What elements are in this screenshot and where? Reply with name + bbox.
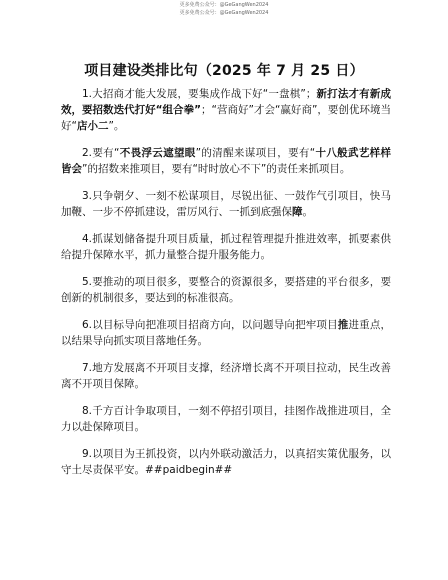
document-body bbox=[61, 86, 391, 489]
paragraph-text: ”的清醒来谋项目，要有“ bbox=[195, 147, 316, 159]
paragraph-8 bbox=[61, 403, 391, 435]
paragraph-text: 9.以项目为王抓投资，以内外联动激活力，以真招实策优服务，以守土尽责保平安。##paidbegin## bbox=[61, 448, 391, 476]
document-title: 项目建设类排比句（2025 年 7 月 25 日） bbox=[84, 63, 364, 79]
header-note: 更多免费公众号：@GeGangWen2024 bbox=[179, 2, 269, 8]
paragraph-text: 1.大招商才能大发展，要集成作战下好“一盘棋”； bbox=[82, 88, 317, 100]
bold-text: 不畏浮云遮望眼 bbox=[119, 147, 196, 159]
paragraph-3 bbox=[61, 188, 391, 220]
paragraph-text: 5.要推动的项目很多，要整合的资源很多，要搭建的平台很多，要创新的机制很多，要达到的标准很高。 bbox=[61, 276, 391, 304]
paragraph-4 bbox=[61, 231, 391, 263]
paragraph-text: 3.只争朝夕、一刻不松谋项目，尽锐出征、一鼓作气引项目，快马加鞭、一步不停抓建设，雷厉风行、一抓到底强保 bbox=[61, 190, 391, 218]
bold-text: 推 bbox=[337, 319, 349, 331]
paragraph-text: 7.地方发展离不开项目支撑，经济增长离不开项目拉动，民生改善离不开项目保障。 bbox=[61, 362, 391, 390]
bold-text: 障 bbox=[292, 206, 303, 218]
bold-text: 店小二 bbox=[76, 120, 109, 132]
paragraph-7 bbox=[61, 360, 391, 392]
bold-text: 十八般武艺样样皆会 bbox=[61, 147, 392, 175]
paragraph-text: ；“营商好”才会“赢好商”，要创优环境当好“ bbox=[61, 104, 391, 132]
paragraph-6 bbox=[61, 317, 391, 349]
paragraph-text: 进重点，以结果导向抓实项目落地任务。 bbox=[61, 319, 392, 347]
header-note: 更多免费公众号：@GeGangWen2024 bbox=[179, 10, 269, 16]
paragraph-2 bbox=[61, 145, 391, 177]
paragraph-text: 2.要有“ bbox=[82, 147, 120, 159]
paragraph-text: 。 bbox=[302, 206, 313, 218]
paragraph-text: ”。 bbox=[108, 120, 125, 132]
paragraph-5 bbox=[61, 274, 391, 306]
paragraph-9 bbox=[61, 446, 391, 478]
paragraph-text: 6.以目标导向把准项目招商方向，以问题导向把牢项目 bbox=[82, 319, 338, 331]
paragraph-text: 8.千方百计争取项目，一刻不停招引项目，挂图作战推进项目，全力以赴保障项目。 bbox=[61, 405, 391, 433]
paragraph-1 bbox=[61, 86, 391, 134]
bold-text: 新打法才有新成效，要招数迭代打好“组合拳” bbox=[61, 88, 391, 116]
paragraph-text: ”的招数来推项目，要有“时时放心不下”的责任来抓项目。 bbox=[82, 163, 351, 175]
paragraph-text: 4.抓谋划储备提升项目质量，抓过程管理提升推进效率，抓要素供给提升保障水平，抓力量整合提升服务能力。 bbox=[61, 233, 391, 261]
